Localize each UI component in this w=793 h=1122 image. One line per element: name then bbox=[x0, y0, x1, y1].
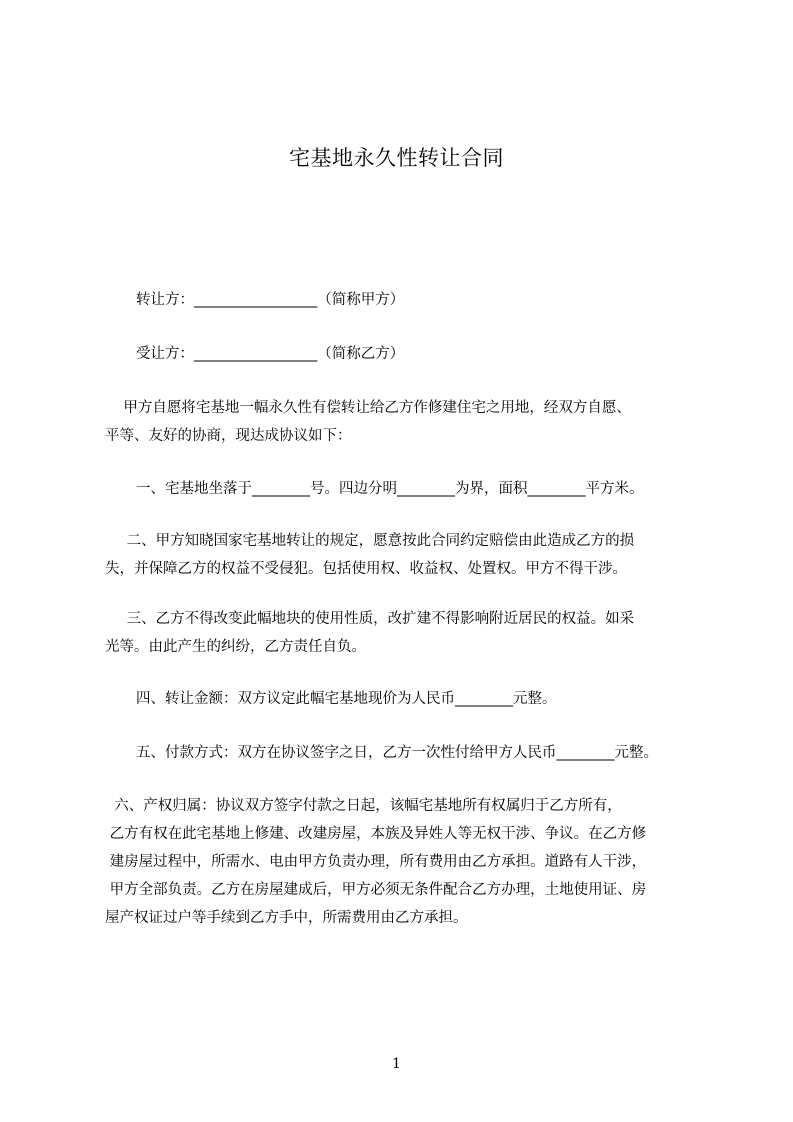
page-number: 1 bbox=[392, 1056, 401, 1072]
document-title: 宅基地永久性转让合同 bbox=[289, 146, 504, 170]
clause-6-line: 屋产权证过户等手续到乙方手中，所需费用由乙方承担。 bbox=[105, 910, 468, 926]
clause-3-line: 光等。由此产生的纠纷，乙方责任自负。 bbox=[105, 639, 366, 655]
clause-6-line: 乙方有权在此宅基地上修建、改建房屋，本族及异姓人等无权干涉、争议。在乙方修 bbox=[105, 826, 647, 842]
transferee-line bbox=[136, 340, 736, 368]
intro-paragraph bbox=[105, 394, 705, 450]
clause-2 bbox=[105, 527, 722, 583]
clause-6-line: 六、产权归属：协议双方签字付款之日起，该幅宅基地所有权属归于乙方所有， bbox=[105, 798, 622, 814]
clause-1-line: 一、宅基地坐落于________号。四边分明________为界，面积________平方米。 bbox=[136, 481, 644, 497]
transferee-text: 受让方：_________________（简称乙方） bbox=[136, 346, 405, 362]
clause-3 bbox=[105, 605, 722, 661]
clause-3-line: 三、乙方不得改变此幅地块的使用性质，改扩建不得影响附近居民的权益。如采 bbox=[122, 611, 635, 627]
intro-line: 甲方自愿将宅基地一幅永久性有偿转让给乙方作修建住宅之用地，经双方自愿、 bbox=[105, 400, 631, 416]
clause-6-line: 甲方全部负责。乙方在房屋建成后，甲方必须无条件配合乙方办理，土地使用证、房 bbox=[105, 882, 647, 898]
clause-5 bbox=[136, 739, 736, 767]
transferor-text: 转让方：_________________（简称甲方） bbox=[136, 292, 405, 308]
transferor-line bbox=[136, 286, 736, 314]
clause-1 bbox=[136, 475, 736, 503]
clause-4-line: 四、转让金额：双方议定此幅宅基地现价为人民币________元整。 bbox=[136, 691, 557, 707]
intro-line: 平等、友好的协商，现达成协议如下： bbox=[105, 428, 352, 444]
clause-4 bbox=[136, 685, 736, 713]
clause-2-line: 二、甲方知晓国家宅基地转让的规定，愿意按此合同约定赔偿由此造成乙方的损 bbox=[122, 533, 635, 549]
clause-6-line: 建房屋过程中，所需水、电由甲方负责办理，所有费用由乙方承担。道路有人干涉， bbox=[105, 854, 647, 870]
clause-5-line: 五、付款方式：双方在协议签字之日，乙方一次性付给甲方人民币________元整。 bbox=[136, 745, 658, 761]
clause-6 bbox=[105, 792, 705, 932]
clause-2-line: 失，并保障乙方的权益不受侵犯。包括使用权、收益权、处置权。甲方不得干涉。 bbox=[105, 561, 627, 577]
